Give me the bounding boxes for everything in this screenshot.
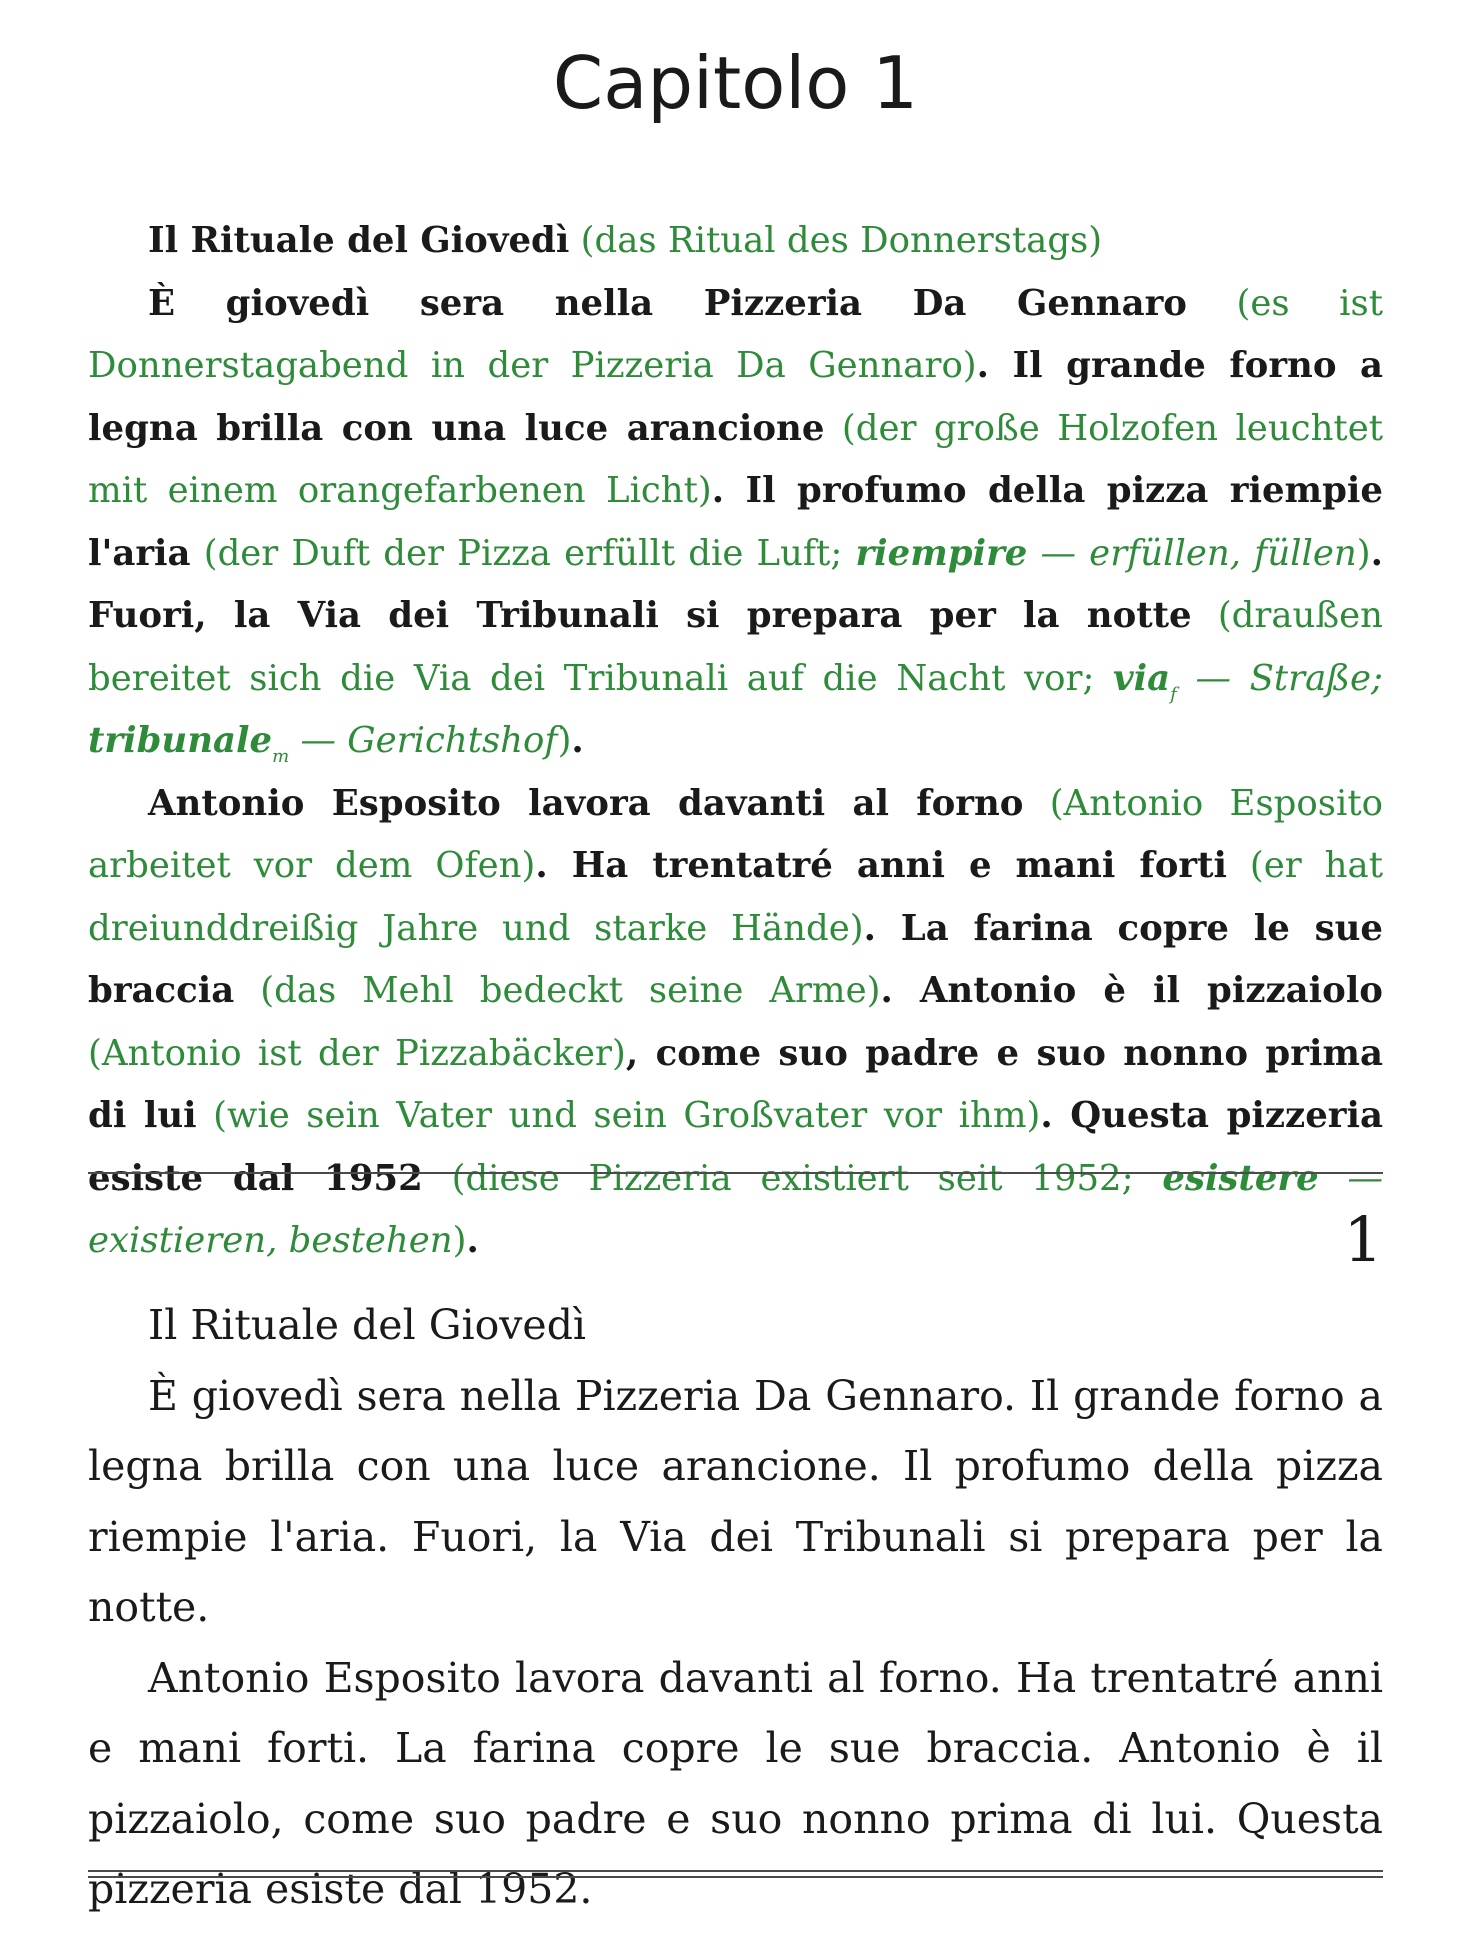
vocabulary-gloss: — erfüllen, füllen [1027,532,1357,574]
vocabulary-term: via [1113,657,1171,699]
end-divider-bottom [88,1876,1383,1878]
vocabulary-gloss: — Gerichtshof [289,720,558,761]
translation-close: ) [452,1220,467,1261]
german-translation: (wie sein Vater und sein Großvater vor ihm) [213,1095,1041,1136]
plain-paragraph: È giovedì sera nella Pizzeria Da Gennaro. Il grande forno a legna brilla con una luce arancione. Il profumo della pizza riempie l'aria. Fuori, la Via dei Tribunali si prepara per la notte. [88,1371,1383,1631]
german-translation: (Antonio Esposito arbeitet vor dem Ofen) [88,782,1383,886]
translation-close: ) [1356,532,1371,574]
italian-text: . Questa pizzeria esiste dal 1952 [88,1095,1383,1199]
vocabulary-term: esistere [1162,1157,1319,1199]
italian-text: È giovedì sera nella Pizzeria Da Gennaro [148,282,1187,324]
plain-heading: Il Rituale del Giovedì [148,1301,587,1349]
vocabulary-term: riempire [855,532,1028,574]
italian-text: . Il grande forno a legna brilla con una luce arancione [88,345,1384,449]
bilingual-paragraph-heading [88,210,1383,273]
italian-text: . [466,1220,479,1261]
page-number: 1 [1343,1203,1383,1276]
chapter-title: Capitolo 1 [552,41,919,125]
german-translation: (das Ritual des Donnerstags) [580,220,1103,261]
vocabulary-term: tribunale [88,720,273,761]
italian-text: . La farina copre le sue braccia [88,907,1383,1011]
vocabulary-gloss: — existieren, bestehen [88,1157,1383,1261]
end-divider-top [88,1870,1383,1872]
section-divider [88,1172,1383,1174]
italian-text: . Fuori, la Via dei Tribunali si prepara per la notte [88,532,1383,636]
bilingual-section [88,210,1384,1276]
italian-text: . Il profumo della pizza riempie l'aria [88,470,1383,574]
german-translation: (er hat dreiunddreißig Jahre und starke Hände) [88,845,1383,949]
plain-text-section [88,1290,1383,1925]
bilingual-paragraph [88,273,1383,773]
plain-paragraph: Antonio Esposito lavora davanti al forno. Ha trentatré anni e mani forti. La farina copre le sue braccia. Antonio è il pizzaiolo, come suo padre e suo nonno prima di lui. Questa pizzeria esiste dal 1952. [88,1653,1383,1913]
german-translation [204,533,1371,574]
german-translation: (das Mehl bedeckt seine Arme) [260,970,881,1011]
bilingual-paragraph [88,773,1383,1276]
gender-marker: f [1170,683,1177,705]
italian-text: . Antonio è il pizzaiolo [880,970,1383,1011]
italian-text: , come suo padre e suo nonno prima di lui [88,1032,1383,1136]
translation-text: (diese Pizzeria existiert seit 1952; [451,1157,1163,1199]
vocabulary-gloss: — Straße; [1176,657,1383,699]
german-translation: (es ist Donnerstagabend in der Pizzeria Da Gennaro) [88,282,1383,386]
italian-text: . [571,720,584,761]
german-translation: (Antonio ist der Pizzabäcker) [88,1032,626,1074]
italian-text: Il Rituale del Giovedì [148,220,570,261]
translation-text: (der Duft der Pizza erfüllt die Luft; [203,532,856,574]
italian-text: . Ha trentatré anni e mani forti [535,845,1227,886]
translation-text: (draußen bereitet sich die Via dei Tribunali auf die Nacht vor; [88,595,1383,699]
italian-text: Antonio Esposito lavora davanti al forno [148,782,1024,824]
german-translation: (der große Holzofen leuchtet mit einem orangefarbenen Licht) [88,407,1383,511]
translation-close: ) [557,720,572,761]
gender-marker: m [272,746,290,767]
page [88,0,1384,1276]
